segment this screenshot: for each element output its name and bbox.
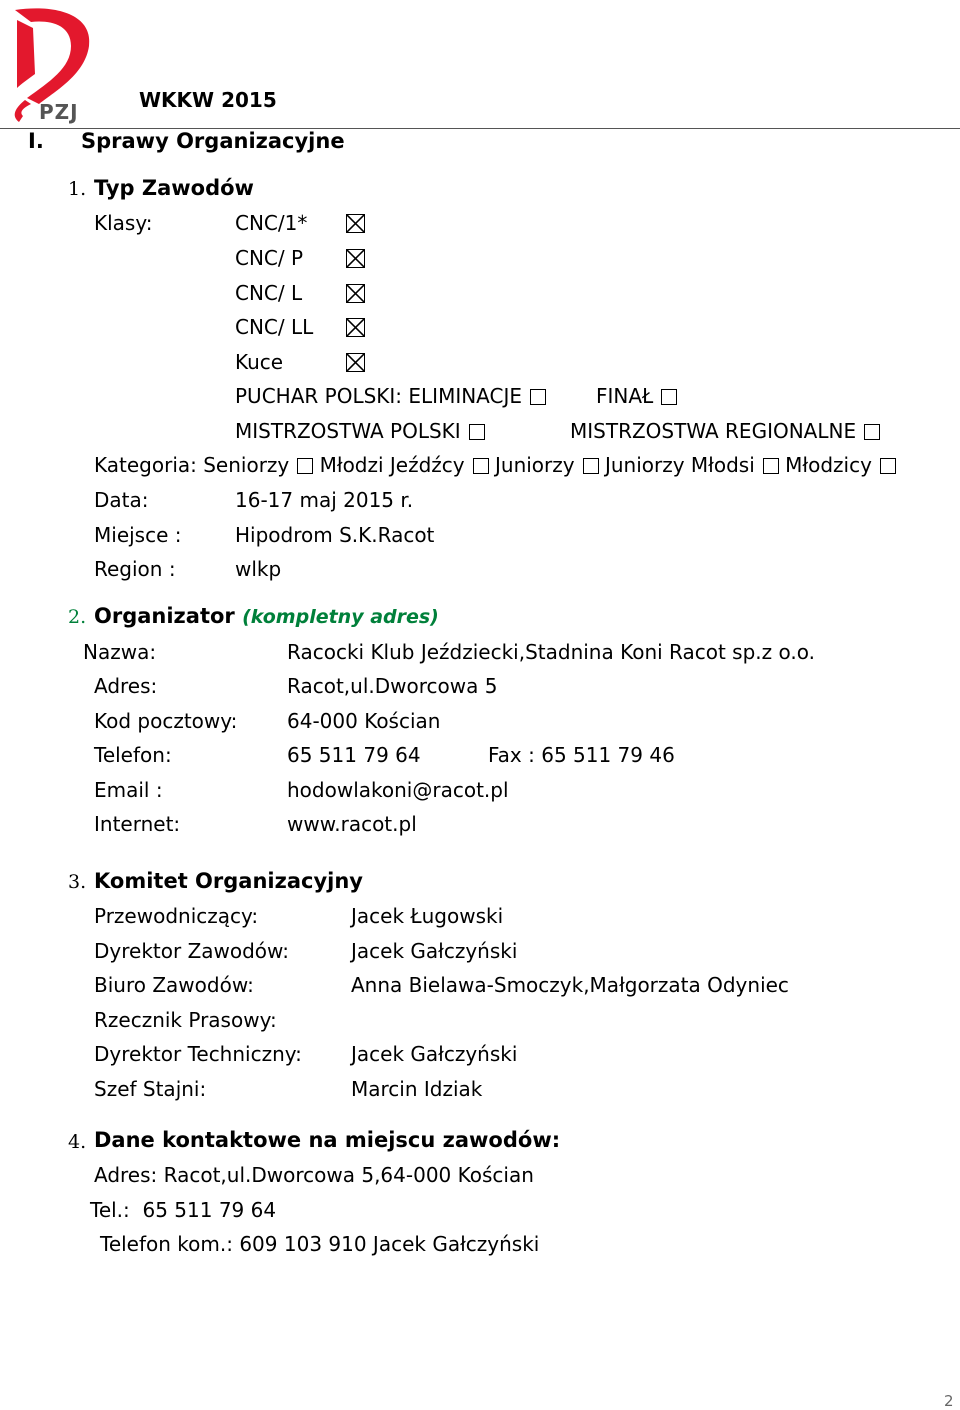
section-roman: I. (28, 129, 44, 153)
www-value[interactable]: www.racot.pl (287, 812, 417, 836)
committee-person: Marcin Idziak (351, 1077, 483, 1101)
nazwa-label: Nazwa: (83, 640, 157, 664)
s2-title-row (94, 604, 439, 629)
email-label: Email : (94, 778, 163, 802)
region-value: wlkp (235, 557, 282, 581)
data-value: 16-17 maj 2015 r. (235, 488, 414, 512)
klasy-label: Klasy: (94, 211, 153, 235)
committee-role: Dyrektor Zawodów: (94, 939, 290, 963)
class-checkbox[interactable] (346, 214, 365, 233)
s4-adres: Adres: Racot,ul.Dworcowa 5,64-000 Kościan (94, 1163, 534, 1187)
cat-checkbox[interactable] (763, 458, 779, 474)
class-checkbox[interactable] (346, 284, 365, 303)
puchar-label: PUCHAR POLSKI: ELIMINACJE (235, 384, 523, 408)
s4-title: Dane kontaktowe na miejscu zawodów: (94, 1128, 561, 1152)
kategoria-row (94, 453, 896, 477)
class-checkbox[interactable] (346, 249, 365, 268)
adres-label: Adres: (94, 674, 158, 698)
committee-person: Jacek Ługowski (351, 904, 504, 928)
www-label: Internet: (94, 812, 181, 836)
adres-value: Racot,ul.Dworcowa 5 (287, 674, 498, 698)
class-label: Kuce (235, 350, 284, 374)
class-checkbox[interactable] (346, 318, 365, 337)
cat-checkbox[interactable] (473, 458, 489, 474)
class-row (235, 315, 313, 339)
class-label: CNC/ LL (235, 315, 314, 339)
committee-role: Rzecznik Prasowy: (94, 1008, 277, 1032)
s4-number: 4. (68, 1131, 87, 1153)
kategoria-label: Kategoria: (94, 453, 197, 477)
fax-value: Fax : 65 511 79 46 (488, 743, 675, 767)
puchar-checkbox[interactable] (530, 389, 546, 405)
nazwa-value: Racocki Klub Jeździecki,Stadnina Koni Racot sp.z o.o. (287, 640, 815, 664)
class-label: CNC/ L (235, 281, 303, 305)
final-label: FINAŁ (596, 384, 654, 408)
s1-title: Typ Zawodów (94, 176, 254, 200)
region-label: Region : (94, 557, 176, 581)
s4-telkom: Telefon kom.: 609 103 910 Jacek Gałczyński (100, 1232, 540, 1256)
cat-checkbox[interactable] (880, 458, 896, 474)
class-row (235, 350, 283, 374)
committee-role: Biuro Zawodów: (94, 973, 254, 997)
cat-item: Młodzicy (785, 453, 896, 477)
kod-label: Kod pocztowy: (94, 709, 238, 733)
pzj-logo (5, 4, 95, 128)
s2-subtitle: (kompletny adres) (242, 606, 439, 628)
mr-checkbox[interactable] (864, 424, 880, 440)
class-label: CNC/ P (235, 246, 304, 270)
data-label: Data: (94, 488, 149, 512)
s3-number: 3. (68, 871, 87, 893)
final-checkbox[interactable] (661, 389, 677, 405)
kod-value: 64-000 Kościan (287, 709, 441, 733)
committee-role: Przewodniczący: (94, 904, 259, 928)
logo-text: PZJ (39, 100, 79, 124)
committee-role: Dyrektor Techniczny: (94, 1042, 302, 1066)
mp-row (235, 419, 485, 443)
class-row (235, 211, 307, 235)
cat-checkbox[interactable] (297, 458, 313, 474)
cat-item: Młodzi Jeźdźcy (320, 453, 489, 477)
mp-label: MISTRZOSTWA POLSKI (235, 419, 461, 443)
final-row (596, 384, 677, 408)
committee-role: Szef Stajni: (94, 1077, 207, 1101)
committee-person: Jacek Gałczyński (351, 1042, 518, 1066)
page-number: 2 (944, 1392, 954, 1410)
s2-number: 2. (68, 606, 87, 628)
mr-label: MISTRZOSTWA REGIONALNE (570, 419, 857, 443)
cat-item: Juniorzy (495, 453, 599, 477)
miejsce-label: Miejsce : (94, 523, 182, 547)
s4-tel: Tel.: 65 511 79 64 (90, 1198, 277, 1222)
class-checkbox[interactable] (346, 353, 365, 372)
s3-title: Komitet Organizacyjny (94, 869, 363, 893)
class-row (235, 281, 302, 305)
cat-item: Juniorzy Młodsi (605, 453, 779, 477)
section-title: Sprawy Organizacyjne (81, 129, 345, 153)
miejsce-value: Hipodrom S.K.Racot (235, 523, 435, 547)
puchar-row (235, 384, 546, 408)
tel-label: Telefon: (94, 743, 172, 767)
s2-title: Organizator (94, 604, 235, 628)
cat-item: Seniorzy (203, 453, 313, 477)
class-label: CNC/1* (235, 211, 308, 235)
committee-person: Anna Bielawa-Smoczyk,Małgorzata Odyniec (351, 973, 789, 997)
committee-person: Jacek Gałczyński (351, 939, 518, 963)
tel-value: 65 511 79 64 (287, 743, 421, 767)
event-title: WKKW 2015 (139, 88, 277, 112)
mr-row (570, 419, 880, 443)
cat-checkbox[interactable] (583, 458, 599, 474)
email-value[interactable]: hodowlakoni@racot.pl (287, 778, 509, 802)
mp-checkbox[interactable] (469, 424, 485, 440)
s1-number: 1. (68, 178, 87, 200)
class-row (235, 246, 303, 270)
